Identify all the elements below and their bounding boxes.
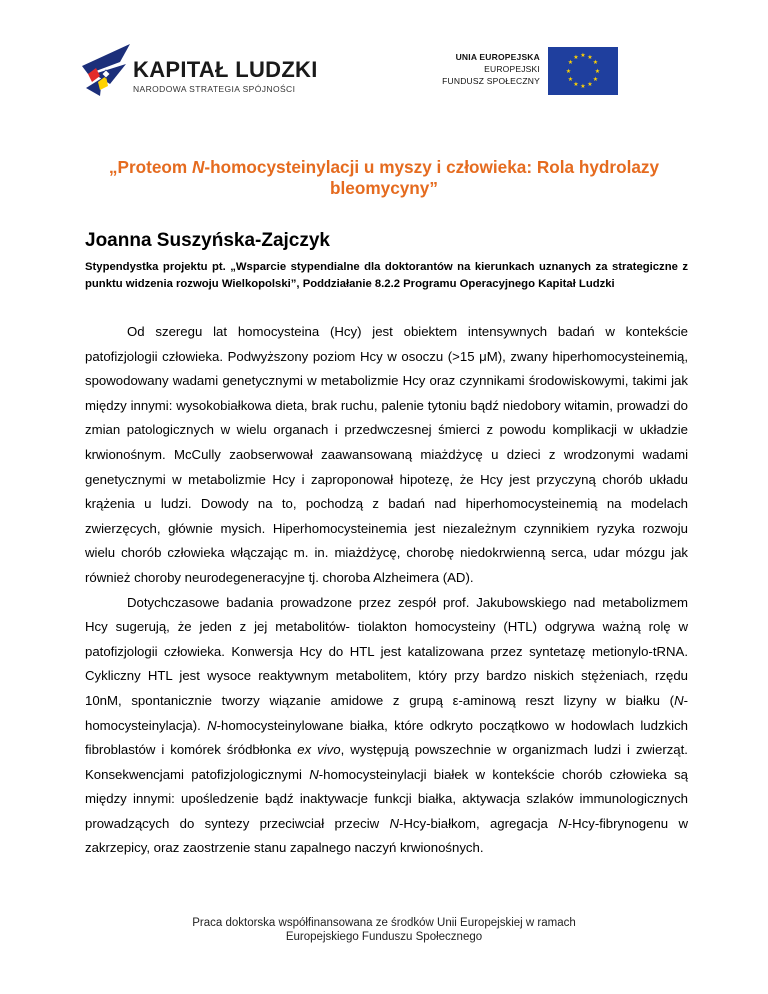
paragraph-1: Od szeregu lat homocysteina (Hcy) jest obiektem intensywnych badań w kontekście patofizjologii człowieka. Podwyższony poziom Hcy w osoczu (>15 μM), zwany hiperhomocysteinemią, spowodowany wadami genetycznymi w metabolizmie Hcy oraz czynnikami środowiskowymi, takimi jak między innymi: wysokobiałkowa dieta, brak ruchu, palenie tytoniu bądź niedobory witamin, prowadzi do zmian patologicznych w wielu organach i przedwczesnej śmierci z powodu komplikacji w układzie krwionośnym. McCully zaobserwował zaawansowaną miażdżycę u dzieci z wrodzonymi wadami genetycznymi w metabolizmie Hcy i zaproponował hipotezę, że Hcy jest przyczyną chorób układu krążenia u ludzi. Dowody na to, pochodzą z badań nad hiperhomocysteinemią na modelach zwierzęcych, głównie mysich. Hiperhomocysteinemia jest niezależnym czynnikiem ryzyka rozwoju wielu chorób człowieka włączając m. in. miażdżycę, chorobę niedokrwienną serca, udar mózgu jak również choroby neurodegeneracyjne tj. choroba Alzheimera (AD). [85,324,688,585]
svg-text:★: ★ [573,54,579,61]
p2-italic: ex vivo [297,742,341,758]
author-name: Joanna Suszyńska-Zajczyk [85,230,330,251]
kapital-ludzki-title: KAPITAŁ LUDZKI [133,57,318,82]
svg-text:★: ★ [567,76,574,83]
svg-text:★: ★ [592,59,599,66]
p2-segment: -homocysteinylowane białka, które odkryto początkowo w hodowlach ludzkich fibroblastów i komórek śródbłonka [85,717,688,758]
eu-line-1: UNIA EUROPEJSKA [455,52,540,62]
title-italic-n: N [192,157,205,177]
footer-line-1: Praca doktorska współfinansowana ze środków Unii Europejskiej w ramach [192,917,576,929]
svg-text:★: ★ [594,68,601,75]
footer-line-2: Europejskiego Funduszu Społecznego [285,931,483,943]
svg-text:★: ★ [592,76,599,83]
p2-italic: N [558,815,568,831]
scholarship-note: Stypendystka projektu pt. „Wsparcie stypendialne dla doktorantów na kierunkach uznanych za strategiczne z punktu widzenia rozwoju Wielkopolski”, Poddziałanie 8.2.2 Programu Operacyjnego Kapitał Ludzki [85,261,688,290]
svg-text:★: ★ [587,54,593,61]
paragraph-2 [85,591,688,862]
eu-logo-block [428,47,618,105]
document-title [70,157,698,199]
eu-text [442,51,540,87]
svg-text:★: ★ [580,52,586,59]
p2-italic: N [207,717,217,733]
kapital-ludzki-subtitle: NARODOWA STRATEGIA SPÓJNOŚCI [133,84,296,94]
svg-text:★: ★ [567,59,574,66]
p2-segment: -Hcy-białkom, agregacja [399,815,559,831]
p2-italic: N [389,815,400,831]
eu-line-2: EUROPEJSKI [484,64,540,74]
p2-segment: -homocysteinylacja). [85,692,688,733]
kapital-ludzki-wordmark [133,58,318,94]
svg-text:★: ★ [573,81,579,88]
eu-flag-icon [548,47,618,95]
p2-italic: N [674,692,684,708]
svg-text:★: ★ [580,83,586,90]
eu-line-3: FUNDUSZ SPOŁECZNY [442,76,540,86]
p2-segment: -Hcy-fibrynogenu w zakrzepicy, oraz zaostrzenie stanu zapalnego naczyń krwionośnych. [85,815,688,856]
svg-text:★: ★ [565,68,572,75]
p2-segment: -homocysteinylacji białek w kontekście chorób człowieka są między innymi: upośledzenie bądź inaktywacje funkcji białka, aktywacja szlaków immunologicznych prowadzących do syntezy przeciwciał przeciw [85,766,688,831]
footer [0,916,768,944]
title-suffix: -homocysteinylacji u myszy i człowieka: Rola hydrolazy bleomycyny” [204,157,660,198]
p2-segment: Dotychczasowe badania prowadzone przez zespół prof. Jakubowskiego nad metabolizmem Hcy sugerują, że jeden z jej metabolitów- tiolakton homocysteiny (HTL) odgrywa ważną rolę w patofizjologii człowieka. Konwersja Hcy do HTL jest katalizowana przez syntetazę metionylo-tRNA. Cykliczny HTL jest wysoce reaktywnym metabolitem, który przy bardzo niskich stężeniach, rzędu 10nM, spontanicznie tworzy wiązanie amidowe z grupą ε-aminową reszt lizyny w białku ( [85,594,688,708]
svg-text:★: ★ [587,81,593,88]
p2-segment: , występują powszechnie w organizmach ludzi i zwierząt. Konsekwencjami patofizjologicznymi [85,742,688,782]
title-prefix: „Proteom [108,157,192,177]
p2-italic: N [309,766,319,782]
body-text [85,320,688,861]
